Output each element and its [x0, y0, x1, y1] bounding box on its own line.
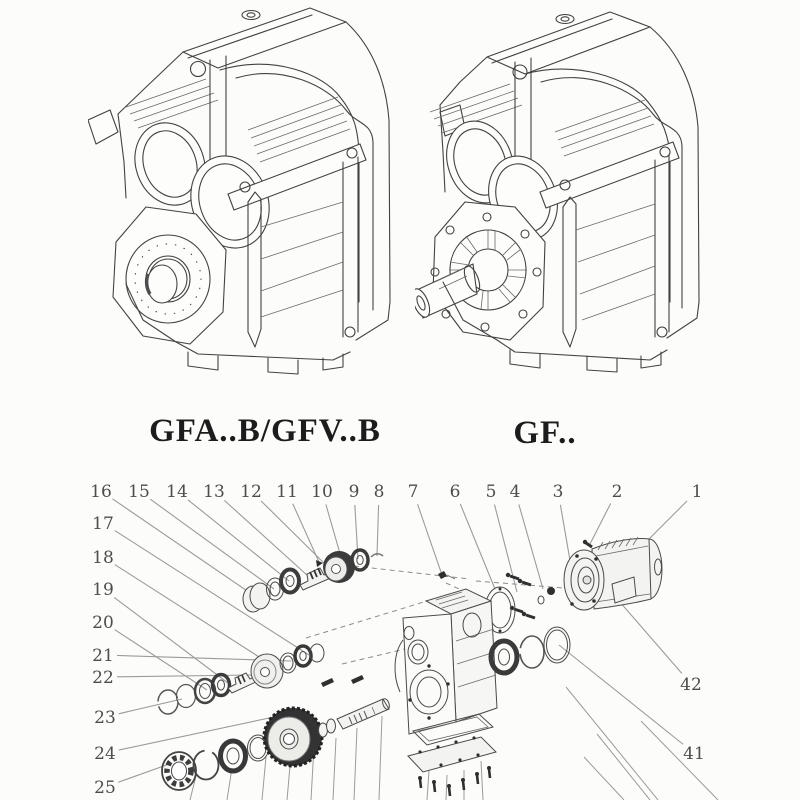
- bearing: [295, 646, 311, 666]
- callout-number-6: 6: [449, 482, 461, 502]
- callout-number-3: 3: [552, 482, 564, 502]
- callout-number-7: 7: [407, 482, 419, 502]
- input-shaft-assembly: [243, 550, 383, 612]
- gear-reducer-drawing-solid-shaft: [415, 2, 733, 398]
- leader-line-8: [377, 505, 379, 556]
- callout-number-16: 16: [90, 482, 112, 502]
- snap-ring: [177, 685, 196, 708]
- callout-number-22: 22: [92, 668, 114, 688]
- callout-number-19: 19: [92, 580, 114, 600]
- callout-number-4: 4: [509, 482, 521, 502]
- bearing: [491, 641, 517, 673]
- callout-number-20: 20: [92, 613, 114, 633]
- leader-line-cutoff: [262, 757, 266, 800]
- shaft-spacer: [319, 719, 336, 737]
- leader-line-cutoff: [641, 721, 718, 800]
- leader-line-6: [460, 504, 495, 589]
- callout-number-21: 21: [92, 646, 114, 666]
- bearing: [221, 741, 246, 771]
- callout-number-2: 2: [611, 482, 623, 502]
- exploded-parts-diagram: [0, 470, 800, 800]
- callout-number-24: 24: [94, 744, 116, 764]
- flange-bolt: [586, 543, 592, 547]
- leader-line-11: [293, 504, 319, 562]
- leader-line-cutoff: [427, 771, 429, 800]
- input-bearing-rings: [491, 627, 570, 673]
- leader-line-41: [559, 645, 683, 744]
- output-gear: [264, 708, 322, 766]
- leader-line-13: [224, 500, 308, 576]
- model-label-gfa-gfv: GFA..B/GFV..B: [149, 413, 381, 449]
- callout-number-18: 18: [92, 548, 114, 568]
- leader-line-cutoff: [584, 757, 624, 800]
- gear-reducer-drawing-hollow-shaft: [88, 2, 408, 394]
- bearing: [281, 570, 299, 593]
- leader-line-23: [119, 699, 182, 714]
- callout-number-25: 25: [94, 778, 116, 798]
- leader-line-cutoff: [566, 687, 658, 800]
- leader-line-4: [519, 504, 543, 589]
- leader-line-2: [589, 503, 611, 546]
- gearbox-housing: [395, 589, 497, 734]
- leader-line-cutoff: [354, 728, 357, 800]
- key: [321, 678, 334, 687]
- leader-line-5: [494, 505, 517, 592]
- leader-line-cutoff: [379, 716, 382, 800]
- callout-number-41: 41: [683, 744, 705, 764]
- leader-line-17: [115, 531, 309, 655]
- leader-line-14: [188, 500, 289, 581]
- key: [351, 675, 364, 684]
- intermediate-shaft-assembly: [158, 644, 324, 714]
- leader-line-cutoff: [333, 738, 336, 800]
- callout-number-14: 14: [166, 482, 188, 502]
- leader-line-15: [150, 499, 274, 589]
- callout-number-1: 1: [691, 482, 703, 502]
- leader-line-cutoff: [446, 775, 447, 800]
- callout-number-10: 10: [311, 482, 333, 502]
- input-gear: [323, 551, 355, 583]
- callout-number-8: 8: [373, 482, 385, 502]
- housing-outline: [88, 8, 390, 347]
- callout-number-17: 17: [92, 514, 114, 534]
- leader-line-20: [115, 630, 207, 690]
- ball-bearing: [162, 752, 196, 790]
- callout-number-11: 11: [276, 482, 298, 502]
- callout-number-13: 13: [203, 482, 225, 502]
- leader-line-24: [119, 714, 288, 750]
- snap-ring: [194, 751, 219, 780]
- nut: [547, 587, 555, 595]
- model-label-gf: GF..: [513, 415, 577, 451]
- callout-number-5: 5: [485, 482, 497, 502]
- leader-line-cutoff: [597, 734, 650, 800]
- snap-ring: [520, 636, 544, 668]
- electric-motor: [564, 537, 662, 610]
- leader-line-7: [418, 504, 442, 575]
- leader-line-10: [326, 504, 341, 557]
- callout-number-23: 23: [94, 708, 116, 728]
- leader-line-cutoff: [287, 766, 290, 800]
- leader-line-16: [113, 499, 256, 597]
- callout-number-15: 15: [128, 482, 150, 502]
- cover-plate: [408, 737, 496, 772]
- callout-number-9: 9: [348, 482, 360, 502]
- bearing-small: [352, 550, 368, 570]
- intermediate-gear: [251, 654, 283, 688]
- callout-number-12: 12: [240, 482, 262, 502]
- leader-line-cutoff: [481, 761, 483, 800]
- callout-number-42: 42: [680, 675, 702, 695]
- output-shaft: [337, 698, 391, 729]
